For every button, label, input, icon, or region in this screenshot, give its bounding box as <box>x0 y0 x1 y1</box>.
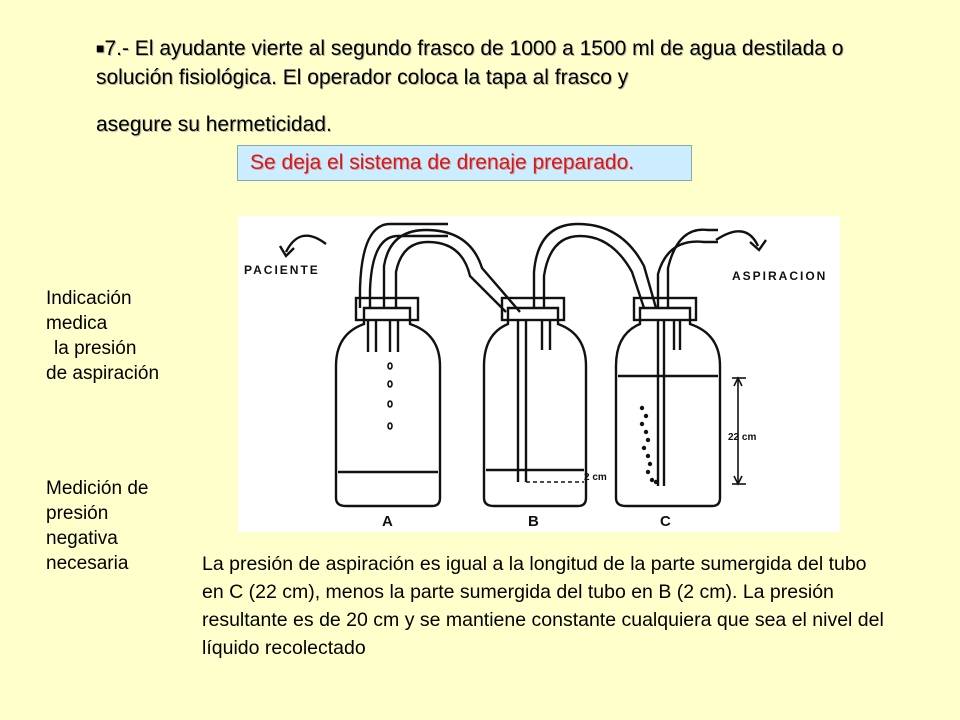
tube-a-to-b <box>384 230 520 312</box>
label-bottle-b: B <box>528 513 539 530</box>
label-aspiracion: ASPIRACION <box>732 269 828 283</box>
label-paciente: PACIENTE <box>244 263 320 277</box>
drainage-diagram <box>238 216 840 532</box>
explanation-text: La presión de aspiración es igual a la longitud de la parte sumergida del tubo en C (22 cm), menos la parte sumergida del tubo en B (2 cm). La presión resultante es de 20 cm y se mantiene constante cualquiera que sea el nivel del líquido recolectado <box>202 553 884 659</box>
bubbles-a <box>388 363 392 429</box>
bottle-c <box>616 308 720 506</box>
side-note-line: la presión <box>54 338 137 359</box>
step-instruction <box>96 34 856 139</box>
side-note-line: negativa <box>46 528 118 549</box>
measure-2cm: 2 cm <box>584 472 607 483</box>
side-note-indicacion <box>46 286 159 386</box>
measure-22cm: 22 cm <box>728 432 757 443</box>
side-note-line: de aspiración <box>46 363 160 384</box>
bubbles-c <box>640 406 658 484</box>
step-text-line1: 7.- El ayudante vierte al segundo frasco de 1000 a 1500 ml de agua destilada o solución fisiológica. El operador coloca la tapa al frasco y <box>96 37 844 89</box>
drainage-diagram-svg <box>238 216 840 532</box>
highlight-note: Se deja el sistema de drenaje preparado. <box>237 145 692 181</box>
label-bottle-a: A <box>382 513 393 530</box>
side-note-line: medica <box>46 313 108 334</box>
tube-b-to-c <box>534 224 656 308</box>
side-note-line: Medición de <box>46 478 149 499</box>
side-note-line: presión <box>46 503 109 524</box>
bottle-b <box>484 308 586 506</box>
side-note-line: necesaria <box>46 553 129 574</box>
side-note-medicion <box>46 476 148 576</box>
bottle-a <box>336 308 440 506</box>
bullet-icon: ■ <box>96 40 105 56</box>
side-note-line: Indicación <box>46 288 132 309</box>
step-text-line2: asegure su hermeticidad. <box>96 113 332 136</box>
label-bottle-c: C <box>660 513 671 530</box>
